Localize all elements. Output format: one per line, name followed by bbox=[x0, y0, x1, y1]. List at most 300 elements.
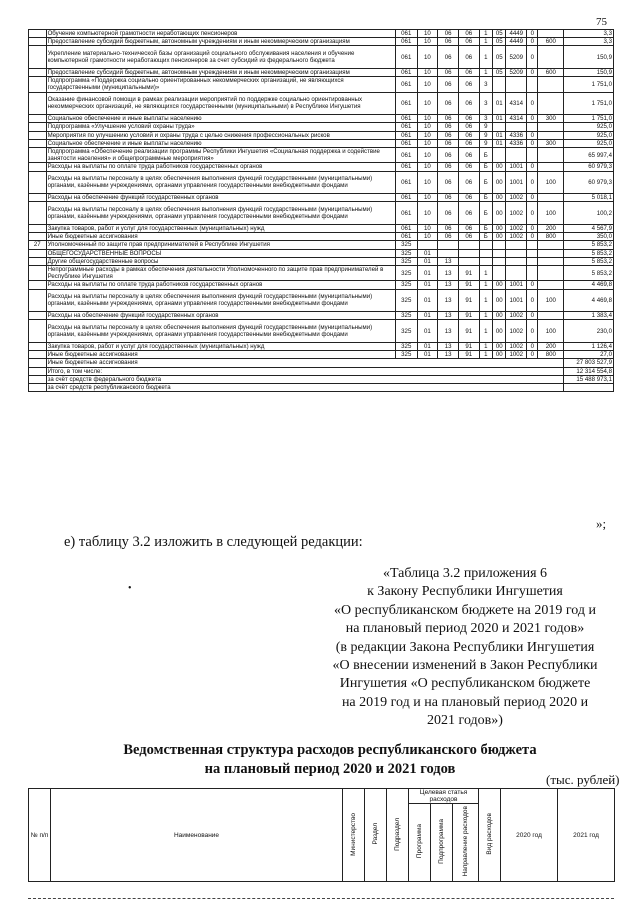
cell-num bbox=[29, 30, 47, 38]
cell-prog: 06 bbox=[458, 233, 479, 241]
cell-prog: 06 bbox=[458, 148, 479, 163]
cell-min: 061 bbox=[395, 30, 417, 38]
cell-vid bbox=[538, 312, 564, 320]
cell-napr2 bbox=[506, 266, 527, 281]
cell-napr1: 00 bbox=[493, 194, 506, 202]
cell-num bbox=[29, 139, 47, 147]
table-caption-quote bbox=[320, 565, 610, 731]
table-row bbox=[29, 289, 614, 312]
cell-razd: 10 bbox=[417, 38, 438, 46]
header-ministry: Министерство bbox=[343, 789, 365, 882]
cell-podr: 06 bbox=[438, 69, 459, 77]
cell-napr1 bbox=[493, 241, 506, 249]
cell-num bbox=[29, 92, 47, 115]
cell-vid: 100 bbox=[538, 320, 564, 343]
cell-min: 061 bbox=[395, 148, 417, 163]
cell-napr3: 0 bbox=[527, 202, 538, 225]
cell-vid bbox=[538, 131, 564, 139]
cell-prog: 06 bbox=[458, 131, 479, 139]
cell-razd: 01 bbox=[417, 257, 438, 265]
cell-napr1: 00 bbox=[493, 281, 506, 289]
table-row bbox=[29, 38, 614, 46]
cell-name: Подпрограмма «Обеспечение реализации программы Республики Ингушетия «Социальная поддержка и содействие занятости населения» и общепрограммные мероприятия» bbox=[46, 148, 395, 163]
cell-name: Оказание финансовой помощи в рамках реализации мероприятий по поддержке социально ориентированных некоммерческих организаций, не являющихся государственными (муниципальными) в Республике Ингушетия bbox=[46, 92, 395, 115]
cell-vid bbox=[538, 241, 564, 249]
cell-podr: 13 bbox=[438, 343, 459, 351]
cell-vid: 100 bbox=[538, 171, 564, 194]
cell-min: 061 bbox=[395, 46, 417, 69]
cell-min: 325 bbox=[395, 266, 417, 281]
cell-min: 061 bbox=[395, 38, 417, 46]
cell-podp: Б bbox=[479, 194, 492, 202]
cell-sum: 100,2 bbox=[564, 202, 614, 225]
cell-prog: 06 bbox=[458, 92, 479, 115]
budget-table bbox=[28, 29, 614, 392]
cell-min: 061 bbox=[395, 115, 417, 123]
cell-num bbox=[29, 266, 47, 281]
cell-podp: 1 bbox=[479, 69, 492, 77]
cell-min: 325 bbox=[395, 289, 417, 312]
cell-sum: 4 469,8 bbox=[564, 289, 614, 312]
cell-prog: 06 bbox=[458, 225, 479, 233]
cell-num bbox=[29, 46, 47, 69]
cell-podr bbox=[438, 241, 459, 249]
cell-sum: 65 997,4 bbox=[564, 148, 614, 163]
cell-num bbox=[29, 320, 47, 343]
cell-name: Социальное обеспечение и иные выплаты населению bbox=[46, 139, 395, 147]
cell-vid bbox=[538, 123, 564, 131]
cell-napr3: 0 bbox=[527, 115, 538, 123]
cell-napr2: 1001 bbox=[506, 289, 527, 312]
cell-podr: 13 bbox=[438, 351, 459, 359]
cell-napr1: 00 bbox=[493, 163, 506, 171]
table-row bbox=[29, 194, 614, 202]
section-heading bbox=[70, 741, 590, 778]
cell-napr1: 05 bbox=[493, 46, 506, 69]
table-row bbox=[29, 320, 614, 343]
cell-sum: 925,0 bbox=[564, 123, 614, 131]
cell-vid: 200 bbox=[538, 343, 564, 351]
cell-name: Укрепление материально-технической базы организаций социального обслуживания населения и обучение компьютерной грамотности неработающих пенсионеров за счет субсидий из федерального бюджета bbox=[46, 46, 395, 69]
cell-razd: 01 bbox=[417, 249, 438, 257]
cell-name: Предоставление субсидий бюджетным, автономным учреждениям и иным некоммерческим организациям bbox=[46, 69, 395, 77]
cell-napr1: 00 bbox=[493, 343, 506, 351]
cell-napr3: 0 bbox=[527, 30, 538, 38]
table-row bbox=[29, 139, 614, 147]
total-empty bbox=[29, 359, 47, 367]
cell-podr: 06 bbox=[438, 131, 459, 139]
cell-sum: 27,0 bbox=[564, 351, 614, 359]
cell-vid bbox=[538, 148, 564, 163]
cell-podp: 3 bbox=[479, 115, 492, 123]
cell-napr1: 01 bbox=[493, 92, 506, 115]
cell-razd: 10 bbox=[417, 92, 438, 115]
header-program: Программа bbox=[409, 804, 431, 882]
cell-sum: 5 853,2 bbox=[564, 257, 614, 265]
cell-vid: 800 bbox=[538, 233, 564, 241]
cell-napr3: 0 bbox=[527, 46, 538, 69]
cell-sum: 1 751,0 bbox=[564, 77, 614, 92]
cell-prog: 06 bbox=[458, 77, 479, 92]
cell-prog: 91 bbox=[458, 320, 479, 343]
total-label: за счёт средств республиканского бюджета bbox=[46, 384, 564, 392]
cell-napr1: 00 bbox=[493, 171, 506, 194]
header-section: Раздел bbox=[365, 789, 387, 882]
cell-napr1 bbox=[493, 123, 506, 131]
cell-napr3 bbox=[527, 123, 538, 131]
cell-vid bbox=[538, 92, 564, 115]
cell-min: 061 bbox=[395, 77, 417, 92]
header-2021: 2021 год bbox=[558, 789, 615, 882]
cell-sum: 150,9 bbox=[564, 46, 614, 69]
cell-sum: 4 469,8 bbox=[564, 281, 614, 289]
cell-razd: 10 bbox=[417, 77, 438, 92]
cell-napr2: 5209 bbox=[506, 46, 527, 69]
cell-num bbox=[29, 233, 47, 241]
cell-min: 325 bbox=[395, 281, 417, 289]
table-row bbox=[29, 241, 614, 249]
cell-vid: 100 bbox=[538, 289, 564, 312]
table-row bbox=[29, 351, 614, 359]
cell-num bbox=[29, 131, 47, 139]
cell-name: ОБЩЕГОСУДАРСТВЕННЫЕ ВОПРОСЫ bbox=[46, 249, 395, 257]
cell-napr1 bbox=[493, 266, 506, 281]
cell-sum: 5 853,2 bbox=[564, 241, 614, 249]
cell-napr3 bbox=[527, 249, 538, 257]
cell-prog: 06 bbox=[458, 123, 479, 131]
cell-podr: 06 bbox=[438, 225, 459, 233]
cell-vid: 300 bbox=[538, 139, 564, 147]
cell-podp: Б bbox=[479, 171, 492, 194]
cell-napr3: 0 bbox=[527, 131, 538, 139]
cell-podr: 06 bbox=[438, 38, 459, 46]
cell-name: Закупка товаров, работ и услуг для государственных (муниципальных) нужд bbox=[46, 225, 395, 233]
cell-napr3: 0 bbox=[527, 194, 538, 202]
cell-name: Иные бюджетные ассигнования bbox=[46, 233, 395, 241]
cell-podp: Б bbox=[479, 225, 492, 233]
cell-prog: 91 bbox=[458, 343, 479, 351]
table-row bbox=[29, 249, 614, 257]
cell-napr3: 0 bbox=[527, 289, 538, 312]
table-row bbox=[29, 266, 614, 281]
cell-podp: Б bbox=[479, 163, 492, 171]
cell-napr1: 01 bbox=[493, 115, 506, 123]
cell-napr2: 1002 bbox=[506, 343, 527, 351]
cell-napr1: 00 bbox=[493, 289, 506, 312]
header-target-group: Целевая статья расходов bbox=[409, 789, 479, 804]
cell-min: 325 bbox=[395, 320, 417, 343]
cell-sum: 1 751,0 bbox=[564, 115, 614, 123]
cell-podr: 13 bbox=[438, 266, 459, 281]
total-label: за счёт средств федерального бюджета bbox=[46, 375, 564, 383]
cell-sum: 1 126,4 bbox=[564, 343, 614, 351]
cell-napr3: 0 bbox=[527, 312, 538, 320]
cell-razd: 10 bbox=[417, 131, 438, 139]
cell-napr3: 0 bbox=[527, 281, 538, 289]
cell-napr1: 01 bbox=[493, 139, 506, 147]
table-row bbox=[29, 46, 614, 69]
cell-num bbox=[29, 281, 47, 289]
cell-podr: 06 bbox=[438, 123, 459, 131]
cell-num bbox=[29, 289, 47, 312]
cell-napr3: 0 bbox=[527, 225, 538, 233]
cell-napr1: 00 bbox=[493, 233, 506, 241]
cell-prog: 06 bbox=[458, 69, 479, 77]
cell-podp: 9 bbox=[479, 131, 492, 139]
cell-sum: 1 383,4 bbox=[564, 312, 614, 320]
cell-num bbox=[29, 225, 47, 233]
table-row bbox=[29, 233, 614, 241]
cell-prog bbox=[458, 257, 479, 265]
cell-podr: 06 bbox=[438, 46, 459, 69]
cell-sum: 925,0 bbox=[564, 139, 614, 147]
cell-podp: Б bbox=[479, 233, 492, 241]
cell-num bbox=[29, 194, 47, 202]
cell-name: Расходы на обеспечение функций государственных органов bbox=[46, 194, 395, 202]
cell-vid: 600 bbox=[538, 69, 564, 77]
cell-napr2: 4314 bbox=[506, 92, 527, 115]
cell-vid: 200 bbox=[538, 225, 564, 233]
cell-vid bbox=[538, 46, 564, 69]
cell-napr2: 4449 bbox=[506, 38, 527, 46]
header-num: № п/п bbox=[29, 789, 51, 882]
cell-razd: 10 bbox=[417, 69, 438, 77]
total-sum: 27 803 527,9 bbox=[564, 359, 614, 367]
cell-min: 325 bbox=[395, 343, 417, 351]
cell-min: 061 bbox=[395, 225, 417, 233]
cell-num bbox=[29, 38, 47, 46]
quote-line: «О республиканском бюджете на 2019 год и bbox=[334, 602, 596, 618]
total-row bbox=[29, 375, 614, 383]
cell-name: Закупка товаров, работ и услуг для государственных (муниципальных) нужд bbox=[46, 343, 395, 351]
cell-napr3: 0 bbox=[527, 343, 538, 351]
header-name: Наименование bbox=[51, 789, 343, 882]
header-subprogram: Подпрограмма bbox=[431, 804, 453, 882]
cell-name: Уполномоченный по защите прав предпринимателей в Республике Ингушетия bbox=[46, 241, 395, 249]
cell-min: 325 bbox=[395, 241, 417, 249]
cell-num: 27 bbox=[29, 241, 47, 249]
quote-line: к Закону Республики Ингушетия bbox=[367, 584, 563, 600]
cell-napr2: 1001 bbox=[506, 163, 527, 171]
cell-sum: 5 018,1 bbox=[564, 194, 614, 202]
cell-razd: 10 bbox=[417, 46, 438, 69]
cell-napr1 bbox=[493, 257, 506, 265]
cell-podr: 13 bbox=[438, 289, 459, 312]
cell-name: Другие общегосударственные вопросы bbox=[46, 257, 395, 265]
cell-napr1: 00 bbox=[493, 225, 506, 233]
total-sum bbox=[564, 384, 614, 392]
cell-napr1 bbox=[493, 148, 506, 163]
quote-line: Ингушетия «О республиканском бюджете bbox=[339, 676, 591, 692]
cell-podp bbox=[479, 241, 492, 249]
cell-podp: 9 bbox=[479, 123, 492, 131]
cell-napr2: 1002 bbox=[506, 233, 527, 241]
cell-napr3: 0 bbox=[527, 38, 538, 46]
table-row bbox=[29, 115, 614, 123]
cell-prog bbox=[458, 241, 479, 249]
total-row bbox=[29, 359, 614, 367]
cell-min: 061 bbox=[395, 69, 417, 77]
cell-napr2 bbox=[506, 241, 527, 249]
cell-razd: 10 bbox=[417, 163, 438, 171]
page-bottom-rule bbox=[28, 898, 614, 899]
cell-podp bbox=[479, 249, 492, 257]
quote-line: (в редакции Закона Республики Ингушетия bbox=[335, 639, 595, 655]
cell-name: Расходы на выплаты персоналу в целях обеспечения выполнения функций государственными (муниципальными) органами, казёнными учреждениями, органами управления государственными внебюджетными фондами bbox=[46, 289, 395, 312]
cell-vid bbox=[538, 249, 564, 257]
cell-podr: 06 bbox=[438, 148, 459, 163]
cell-name: Предоставление субсидий бюджетным, автономным учреждениям и иным некоммерческим организациям bbox=[46, 38, 395, 46]
cell-prog: 06 bbox=[458, 46, 479, 69]
cell-name: Расходы на выплаты персоналу в целях обеспечения выполнения функций государственными (муниципальными) органами, казёнными учреждениями, органами управления государственными внебюджетными фондами bbox=[46, 171, 395, 194]
cell-napr2: 1002 bbox=[506, 225, 527, 233]
cell-podp: 1 bbox=[479, 30, 492, 38]
cell-napr2: 1002 bbox=[506, 312, 527, 320]
cell-podr: 06 bbox=[438, 77, 459, 92]
amendment-paragraph: е) таблицу 3.2 изложить в следующей редакции: bbox=[64, 534, 363, 550]
cell-min: 061 bbox=[395, 233, 417, 241]
cell-prog: 91 bbox=[458, 266, 479, 281]
cell-vid bbox=[538, 194, 564, 202]
cell-podp: 1 bbox=[479, 266, 492, 281]
cell-min: 061 bbox=[395, 123, 417, 131]
cell-sum: 5 853,2 bbox=[564, 266, 614, 281]
cell-sum: 925,0 bbox=[564, 131, 614, 139]
cell-vid: 800 bbox=[538, 351, 564, 359]
cell-prog: 06 bbox=[458, 202, 479, 225]
cell-name: Расходы на выплаты персоналу в целях обеспечения выполнения функций государственными (муниципальными) органами, казёнными учреждениями, органами управления государственными внебюджетными фондами bbox=[46, 320, 395, 343]
quote-line: на плановый период 2020 и 2021 годов» bbox=[345, 621, 585, 637]
header-subsection: Подраздел bbox=[387, 789, 409, 882]
cell-prog: 91 bbox=[458, 289, 479, 312]
cell-vid bbox=[538, 257, 564, 265]
cell-podp: 1 bbox=[479, 289, 492, 312]
cell-vid: 600 bbox=[538, 38, 564, 46]
cell-napr2 bbox=[506, 148, 527, 163]
table-row bbox=[29, 69, 614, 77]
cell-razd: 10 bbox=[417, 139, 438, 147]
cell-napr1: 05 bbox=[493, 30, 506, 38]
cell-napr3: 0 bbox=[527, 163, 538, 171]
cell-podr: 06 bbox=[438, 139, 459, 147]
cell-podr: 06 bbox=[438, 233, 459, 241]
table-row bbox=[29, 312, 614, 320]
cell-razd: 10 bbox=[417, 123, 438, 131]
cell-razd: 10 bbox=[417, 171, 438, 194]
quote-line: «О внесении изменений в Закон Республики bbox=[332, 658, 598, 674]
cell-name: Расходы на выплаты по оплате труда работников государственных органов bbox=[46, 281, 395, 289]
cell-podr: 06 bbox=[438, 202, 459, 225]
cell-podr bbox=[438, 249, 459, 257]
cell-num bbox=[29, 123, 47, 131]
table-row bbox=[29, 257, 614, 265]
heading-line: на плановый период 2020 и 2021 годов bbox=[204, 760, 456, 777]
cell-podp bbox=[479, 257, 492, 265]
table-row bbox=[29, 171, 614, 194]
cell-min: 061 bbox=[395, 194, 417, 202]
cell-napr1: 05 bbox=[493, 38, 506, 46]
cell-podp: 1 bbox=[479, 343, 492, 351]
table-row bbox=[29, 77, 614, 92]
cell-razd: 01 bbox=[417, 266, 438, 281]
cell-num bbox=[29, 351, 47, 359]
cell-podp: 1 bbox=[479, 351, 492, 359]
cell-razd: 10 bbox=[417, 30, 438, 38]
cell-napr2 bbox=[506, 123, 527, 131]
cell-podr: 06 bbox=[438, 163, 459, 171]
cell-prog: 06 bbox=[458, 171, 479, 194]
cell-razd: 01 bbox=[417, 312, 438, 320]
cell-min: 061 bbox=[395, 171, 417, 194]
table-row bbox=[29, 281, 614, 289]
cell-napr1: 00 bbox=[493, 320, 506, 343]
cell-napr2: 4449 bbox=[506, 30, 527, 38]
cell-razd: 10 bbox=[417, 202, 438, 225]
cell-min: 061 bbox=[395, 202, 417, 225]
cell-napr3: 0 bbox=[527, 69, 538, 77]
cell-min: 061 bbox=[395, 92, 417, 115]
cell-name: Подпрограмма «Улучшение условий охраны труда» bbox=[46, 123, 395, 131]
cell-vid bbox=[538, 77, 564, 92]
cell-name: Мероприятия по улучшению условий и охраны труда с целью снижения профессиональных рисков bbox=[46, 131, 395, 139]
total-sum: 15 488 973,1 bbox=[564, 375, 614, 383]
cell-napr3: 0 bbox=[527, 320, 538, 343]
cell-num bbox=[29, 343, 47, 351]
cell-napr2: 1002 bbox=[506, 194, 527, 202]
total-label: Итого, в том числе: bbox=[46, 367, 564, 375]
cell-napr1: 00 bbox=[493, 312, 506, 320]
cell-min: 325 bbox=[395, 249, 417, 257]
quote-line: на 2019 год и на плановый период 2020 и bbox=[341, 694, 589, 710]
cell-napr3 bbox=[527, 77, 538, 92]
cell-name: Непрограммные расходы в рамках обеспечения деятельности Уполномоченного по защите прав предпринимателей в Республике Ингушетия bbox=[46, 266, 395, 281]
cell-napr3: 0 bbox=[527, 351, 538, 359]
cell-razd: 01 bbox=[417, 343, 438, 351]
cell-razd: 10 bbox=[417, 225, 438, 233]
cell-sum: 230,0 bbox=[564, 320, 614, 343]
page-number: 75 bbox=[596, 16, 607, 28]
cell-prog: 91 bbox=[458, 351, 479, 359]
cell-podp: 1 bbox=[479, 281, 492, 289]
table-row bbox=[29, 92, 614, 115]
cell-napr3 bbox=[527, 241, 538, 249]
cell-num bbox=[29, 163, 47, 171]
end-quote: »; bbox=[596, 516, 607, 531]
cell-razd: 01 bbox=[417, 281, 438, 289]
cell-vid bbox=[538, 281, 564, 289]
cell-num bbox=[29, 312, 47, 320]
quote-line: 2021 годов») bbox=[427, 713, 503, 729]
cell-podr: 13 bbox=[438, 257, 459, 265]
cell-napr2: 1002 bbox=[506, 202, 527, 225]
cell-napr2: 4336 bbox=[506, 139, 527, 147]
cell-podr: 06 bbox=[438, 194, 459, 202]
cell-vid: 300 bbox=[538, 115, 564, 123]
cell-napr2: 1002 bbox=[506, 320, 527, 343]
cell-podp: 3 bbox=[479, 77, 492, 92]
cell-napr1: 05 bbox=[493, 69, 506, 77]
bullet-dot: • bbox=[128, 583, 132, 594]
table-row bbox=[29, 163, 614, 171]
cell-razd: 01 bbox=[417, 320, 438, 343]
cell-podr: 06 bbox=[438, 30, 459, 38]
quote-line: «Таблица 3.2 приложения 6 bbox=[382, 566, 548, 581]
cell-napr2 bbox=[506, 249, 527, 257]
cell-sum: 1 751,0 bbox=[564, 92, 614, 115]
cell-podr: 06 bbox=[438, 171, 459, 194]
cell-vid bbox=[538, 163, 564, 171]
cell-num bbox=[29, 171, 47, 194]
